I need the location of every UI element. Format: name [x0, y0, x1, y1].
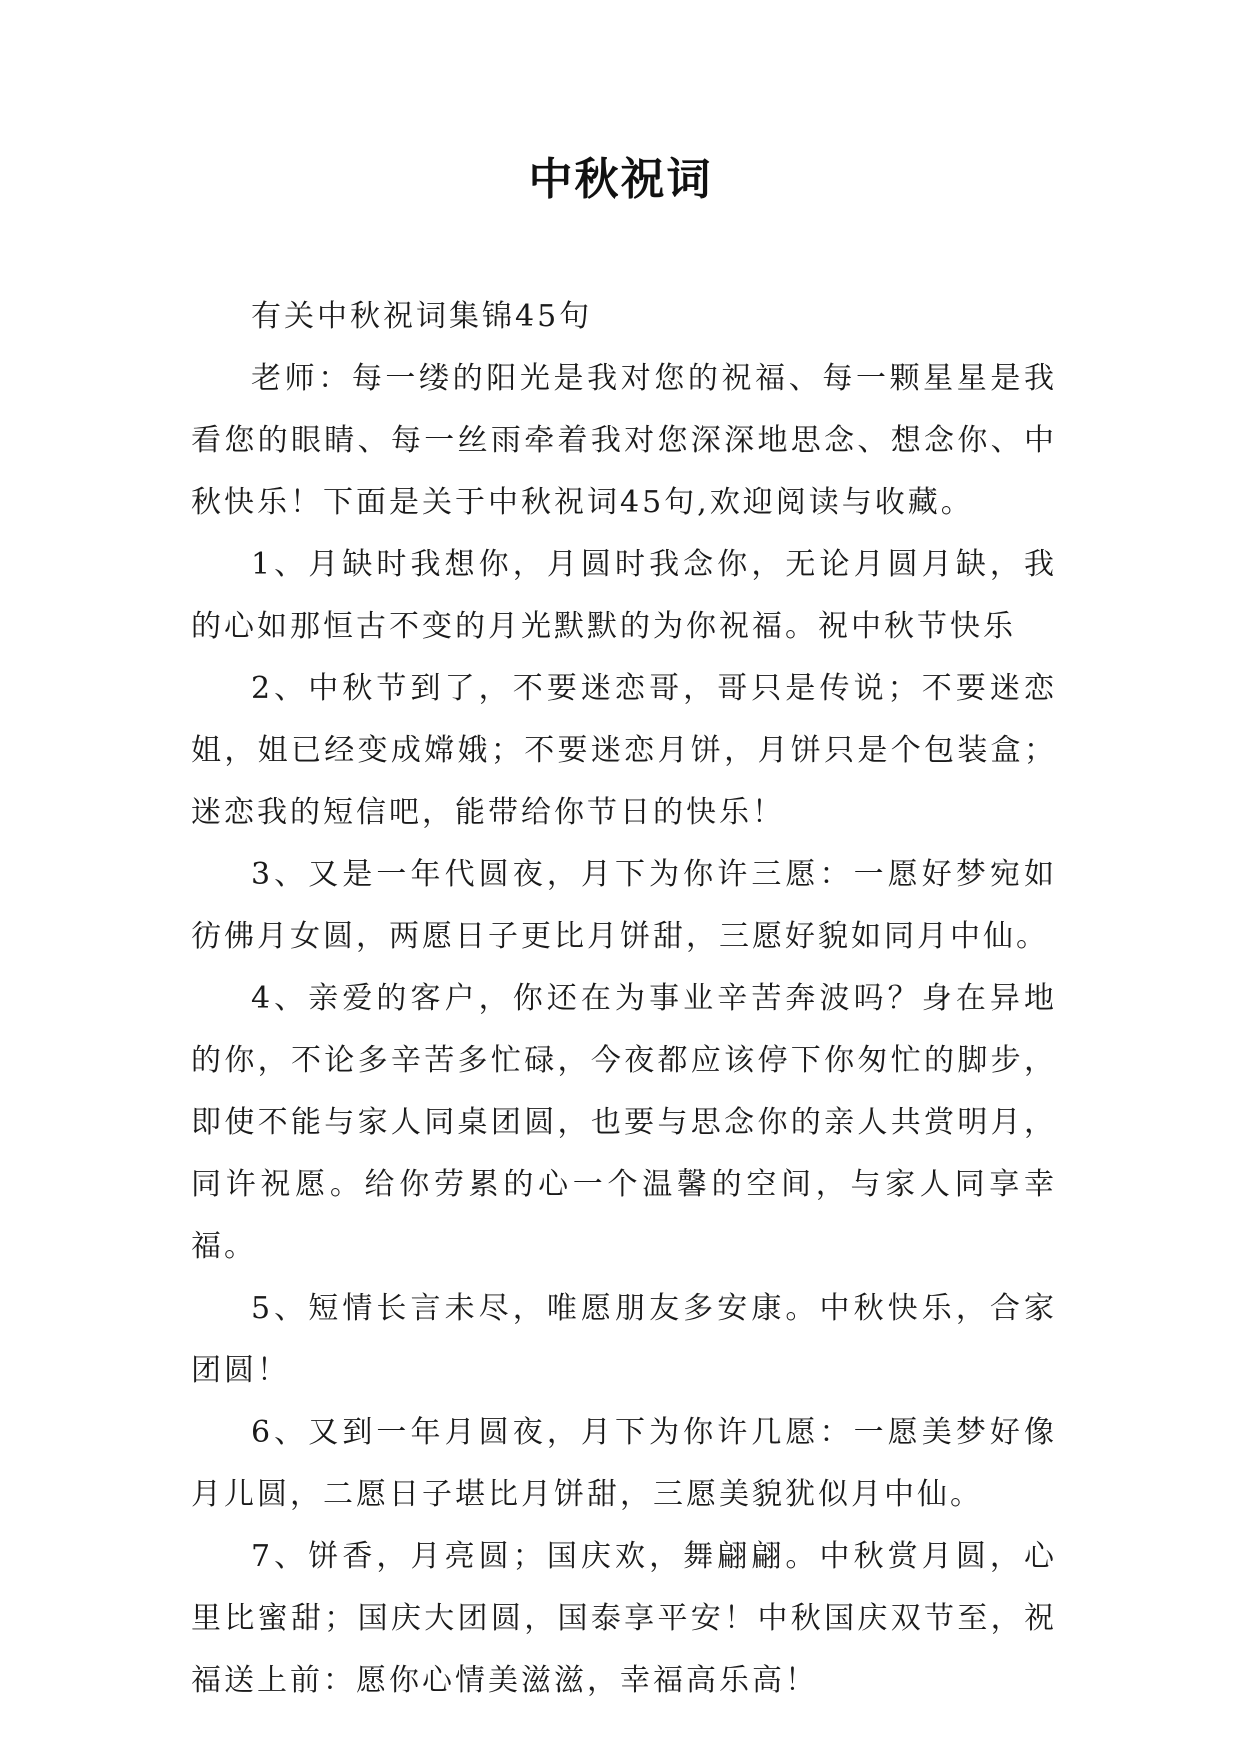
paragraph-item-2: 2、中秋节到了，不要迷恋哥，哥只是传说；不要迷恋姐，姐已经变成嫦娥；不要迷恋月饼，月饼只是个包装盒；迷恋我的短信吧，能带给你节日的快乐！: [191, 671, 1057, 830]
paragraph-item-5: 5、短情长言未尽，唯愿朋友多安康。中秋快乐，合家团圆！: [191, 1291, 1057, 1388]
paragraph-item-1: 1、月缺时我想你，月圆时我念你，无论月圆月缺，我的心如那恒古不变的月光默默的为你祝福。祝中秋节快乐: [191, 547, 1057, 644]
paragraph-item-4: 4、亲爱的客户，你还在为事业辛苦奔波吗？身在异地的你，不论多辛苦多忙碌，今夜都应该停下你匆忙的脚步，即使不能与家人同桌团圆，也要与思念你的亲人共赏明月，同许祝愿。给你劳累的心一个温馨的空间，与家人同享幸福。: [191, 981, 1057, 1264]
paragraph-subtitle: 有关中秋祝词集锦45句: [251, 299, 593, 334]
paragraph-item-7: 7、饼香，月亮圆；国庆欢，舞翩翩。中秋赏月圆，心里比蜜甜；国庆大团圆，国泰享平安！中秋国庆双节至，祝福送上前：愿你心情美滋滋，幸福高乐高！: [191, 1539, 1057, 1698]
paragraph-item-6: 6、又到一年月圆夜，月下为你许几愿：一愿美梦好像月儿圆，二愿日子堪比月饼甜，三愿美貌犹似月中仙。: [191, 1415, 1057, 1512]
paragraph-intro: 老师：每一缕的阳光是我对您的祝福、每一颗星星是我看您的眼睛、每一丝雨牵着我对您深深地思念、想念你、中秋快乐！下面是关于中秋祝词45句,欢迎阅读与收藏。: [191, 361, 1057, 520]
paragraph-item-3: 3、又是一年代圆夜，月下为你许三愿：一愿好梦宛如彷佛月女圆，两愿日子更比月饼甜，三愿好貌如同月中仙。: [191, 857, 1057, 954]
page-title: 中秋祝词: [528, 154, 713, 205]
document-body: [191, 286, 1057, 1712]
